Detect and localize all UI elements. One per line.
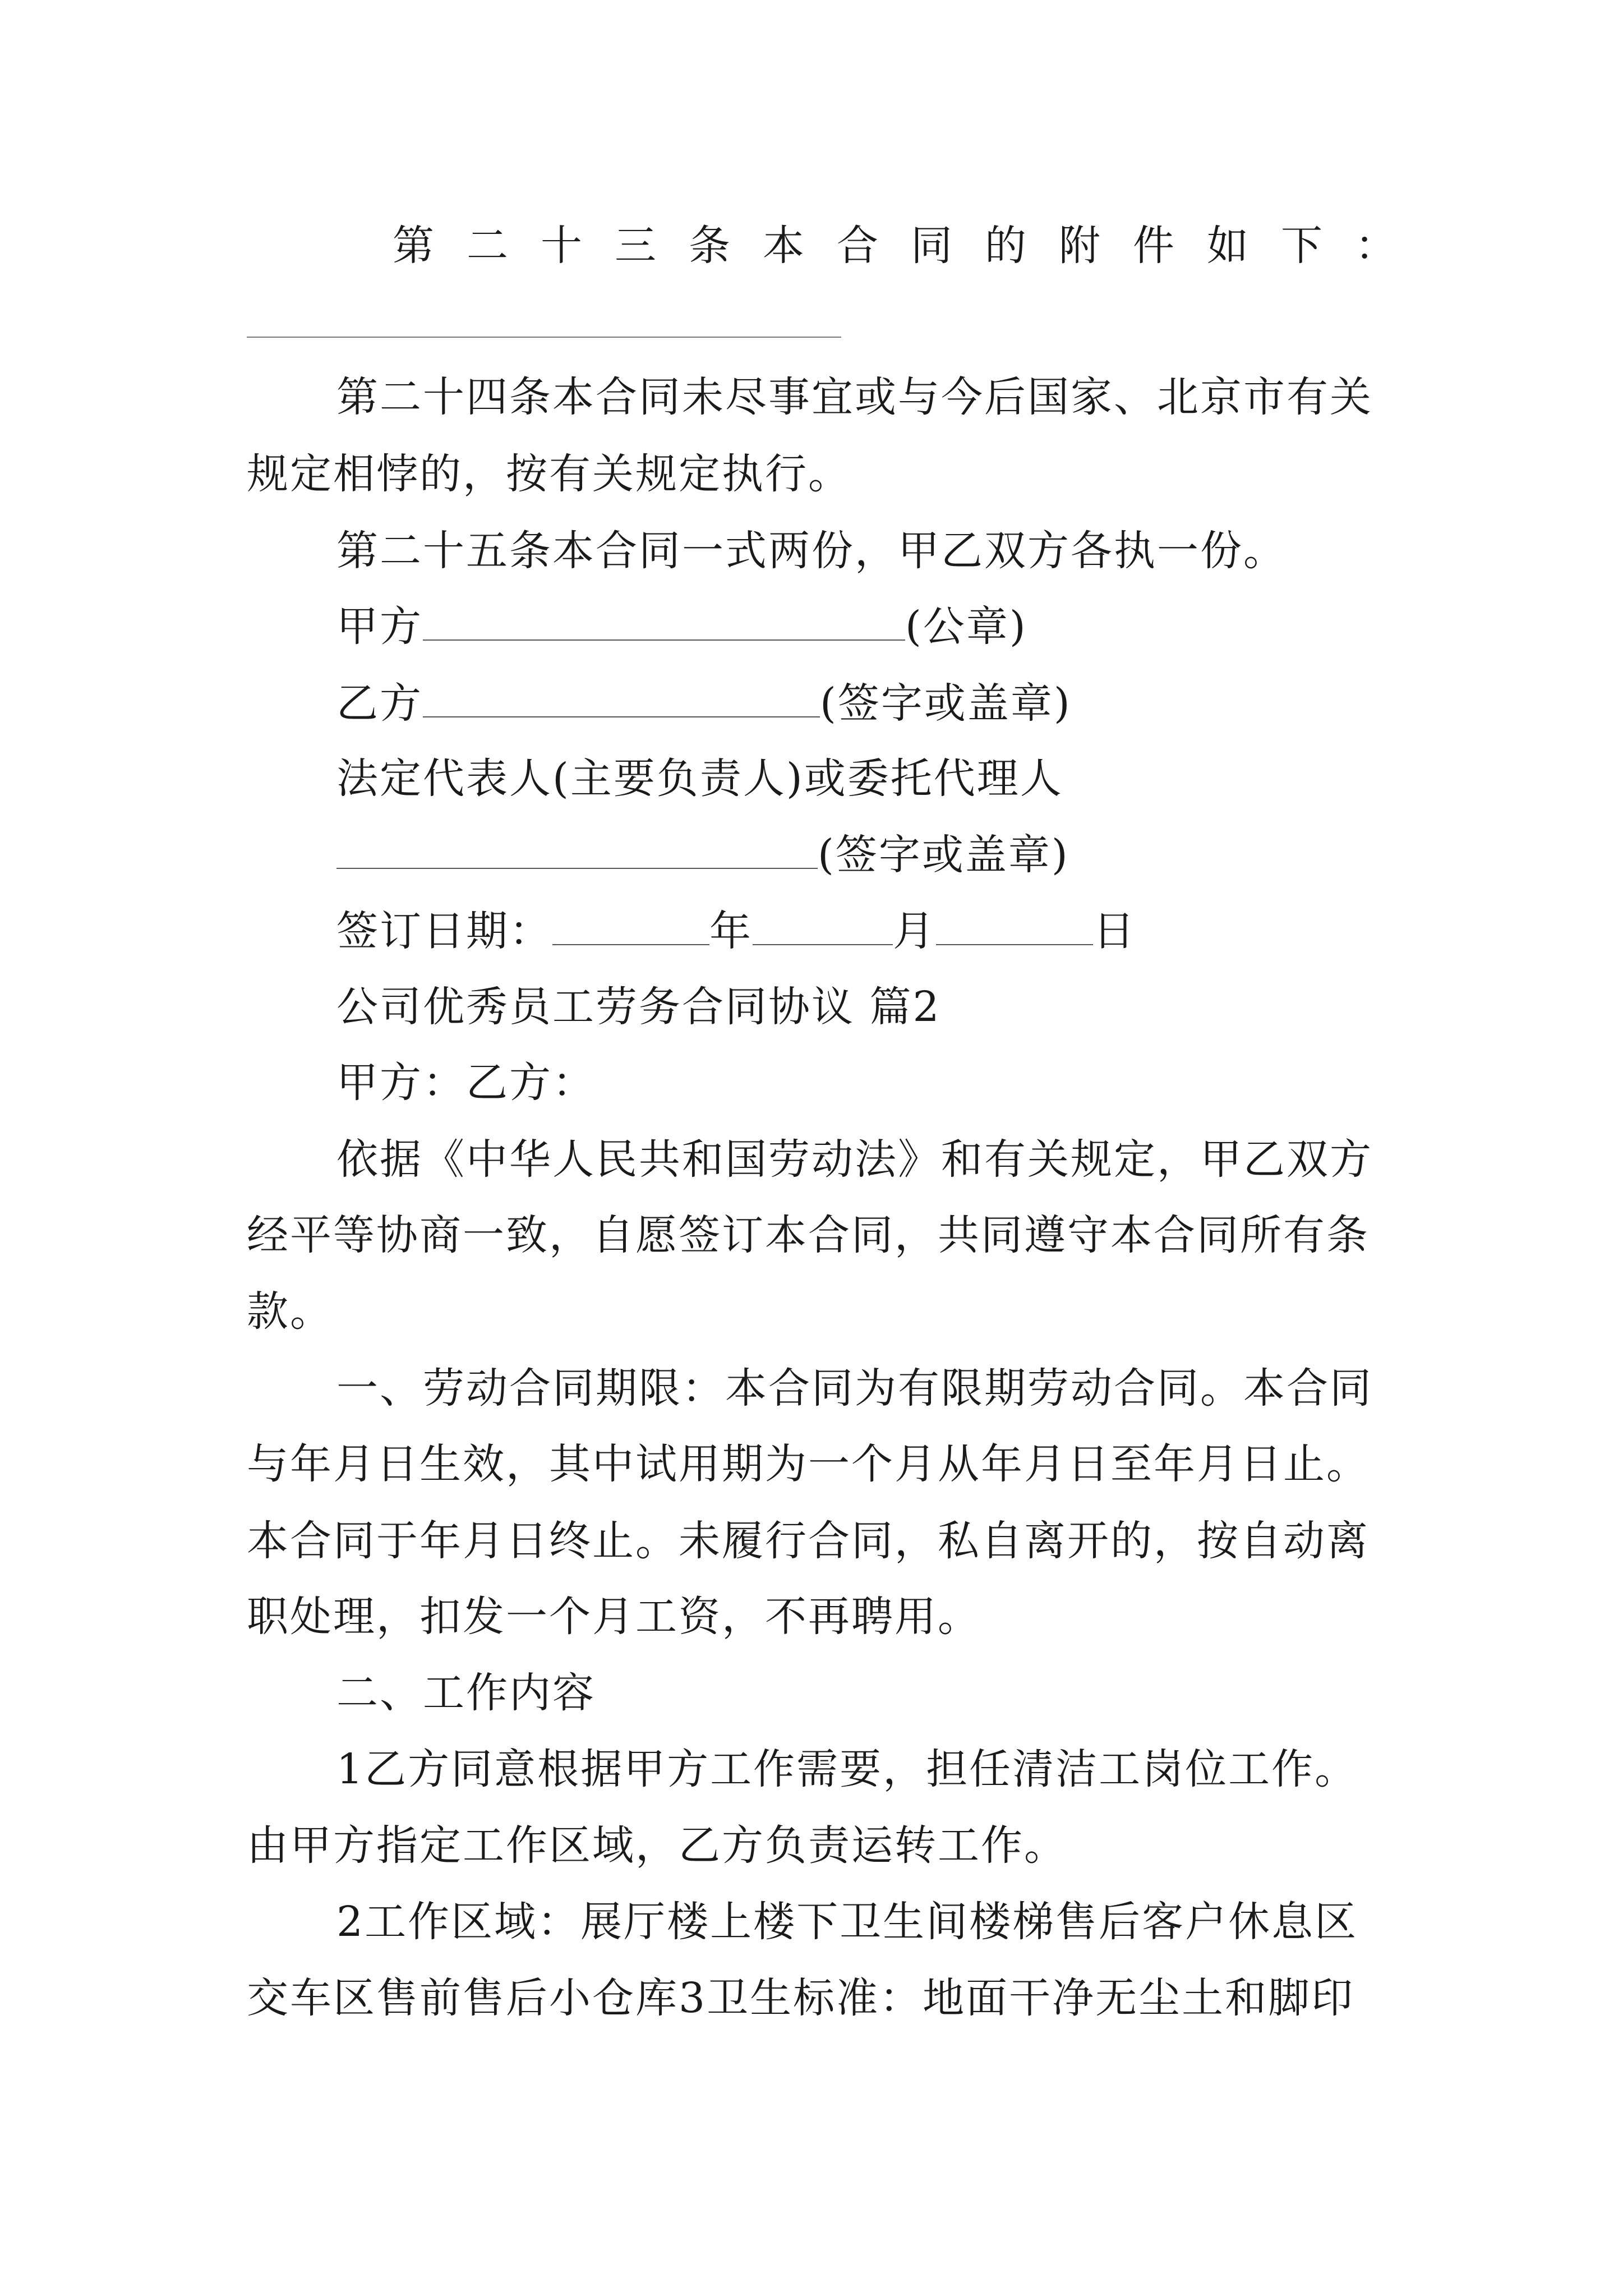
- work-item-1-line-1: 1乙方同意根据甲方工作需要，担任清洁工岗位工作。: [336, 1745, 1358, 1793]
- party-a-label: 甲方: [336, 602, 423, 651]
- month-blank: [753, 904, 893, 945]
- month-label: 月: [893, 907, 936, 955]
- attachment-blank: [247, 337, 841, 338]
- article-24-line-1: 第二十四条本合同未尽事宜或与今后国家、北京市有关: [336, 373, 1373, 421]
- party-a-blank: [423, 599, 905, 641]
- sign-date-line: [336, 903, 1136, 959]
- work-item-2-line-1: 2工作区域：展厅楼上楼下卫生间楼梯售后客户休息区: [336, 1898, 1358, 1946]
- work-item-1-line-2: 由甲方指定工作区域，乙方负责运转工作。: [247, 1821, 1067, 1870]
- section-title: 公司优秀员工劳务合同协议 篇2: [336, 983, 941, 1031]
- party-a-signature-line: [336, 599, 1027, 655]
- day-blank: [936, 904, 1093, 945]
- year-blank: [552, 904, 709, 945]
- intro-line-3: 款。: [247, 1287, 333, 1336]
- sign-date-label: 签订日期：: [336, 907, 552, 955]
- term-line-2: 与年月日生效，其中试用期为一个月从年月日至年月日止。: [247, 1440, 1370, 1488]
- party-b-suffix: (签字或盖章): [820, 679, 1072, 728]
- party-a-suffix: (公章): [905, 602, 1027, 651]
- article-25: 第二十五条本合同一式两份，甲乙双方各执一份。: [336, 527, 1287, 575]
- term-line-4: 职处理，扣发一个月工资，不再聘用。: [247, 1593, 981, 1641]
- work-item-2-line-2: 交车区售前售后小仓库3卫生标准：地面干净无尘土和脚印: [247, 1974, 1355, 2022]
- year-label: 年: [709, 907, 753, 955]
- legal-representative: 法定代表人(主要负责人)或委托代理人: [336, 754, 1063, 803]
- party-b-signature-line: [336, 675, 1072, 731]
- legal-rep-blank: [336, 827, 818, 869]
- legal-rep-signature-line: [336, 827, 1069, 883]
- term-line-1: 一、劳动合同期限：本合同为有限期劳动合同。本合同: [336, 1364, 1373, 1412]
- party-b-blank: [423, 676, 820, 717]
- article-23: 第二十三条本合同的附件如下：: [393, 222, 1429, 270]
- article-24-line-2: 规定相悖的，按有关规定执行。: [247, 450, 851, 498]
- term-line-3: 本合同于年月日终止。未履行合同，私自离开的，按自动离: [247, 1517, 1370, 1565]
- intro-line-1: 依据《中华人民共和国劳动法》和有关规定，甲乙双方: [336, 1135, 1373, 1184]
- party-b-label: 乙方: [336, 679, 423, 728]
- work-content-title: 二、工作内容: [336, 1669, 596, 1717]
- parties-line: 甲方：乙方：: [336, 1059, 596, 1107]
- day-label: 日: [1093, 907, 1136, 955]
- intro-line-2: 经平等协商一致，自愿签订本合同，共同遵守本合同所有条: [247, 1211, 1370, 1259]
- legal-rep-suffix: (签字或盖章): [818, 831, 1069, 879]
